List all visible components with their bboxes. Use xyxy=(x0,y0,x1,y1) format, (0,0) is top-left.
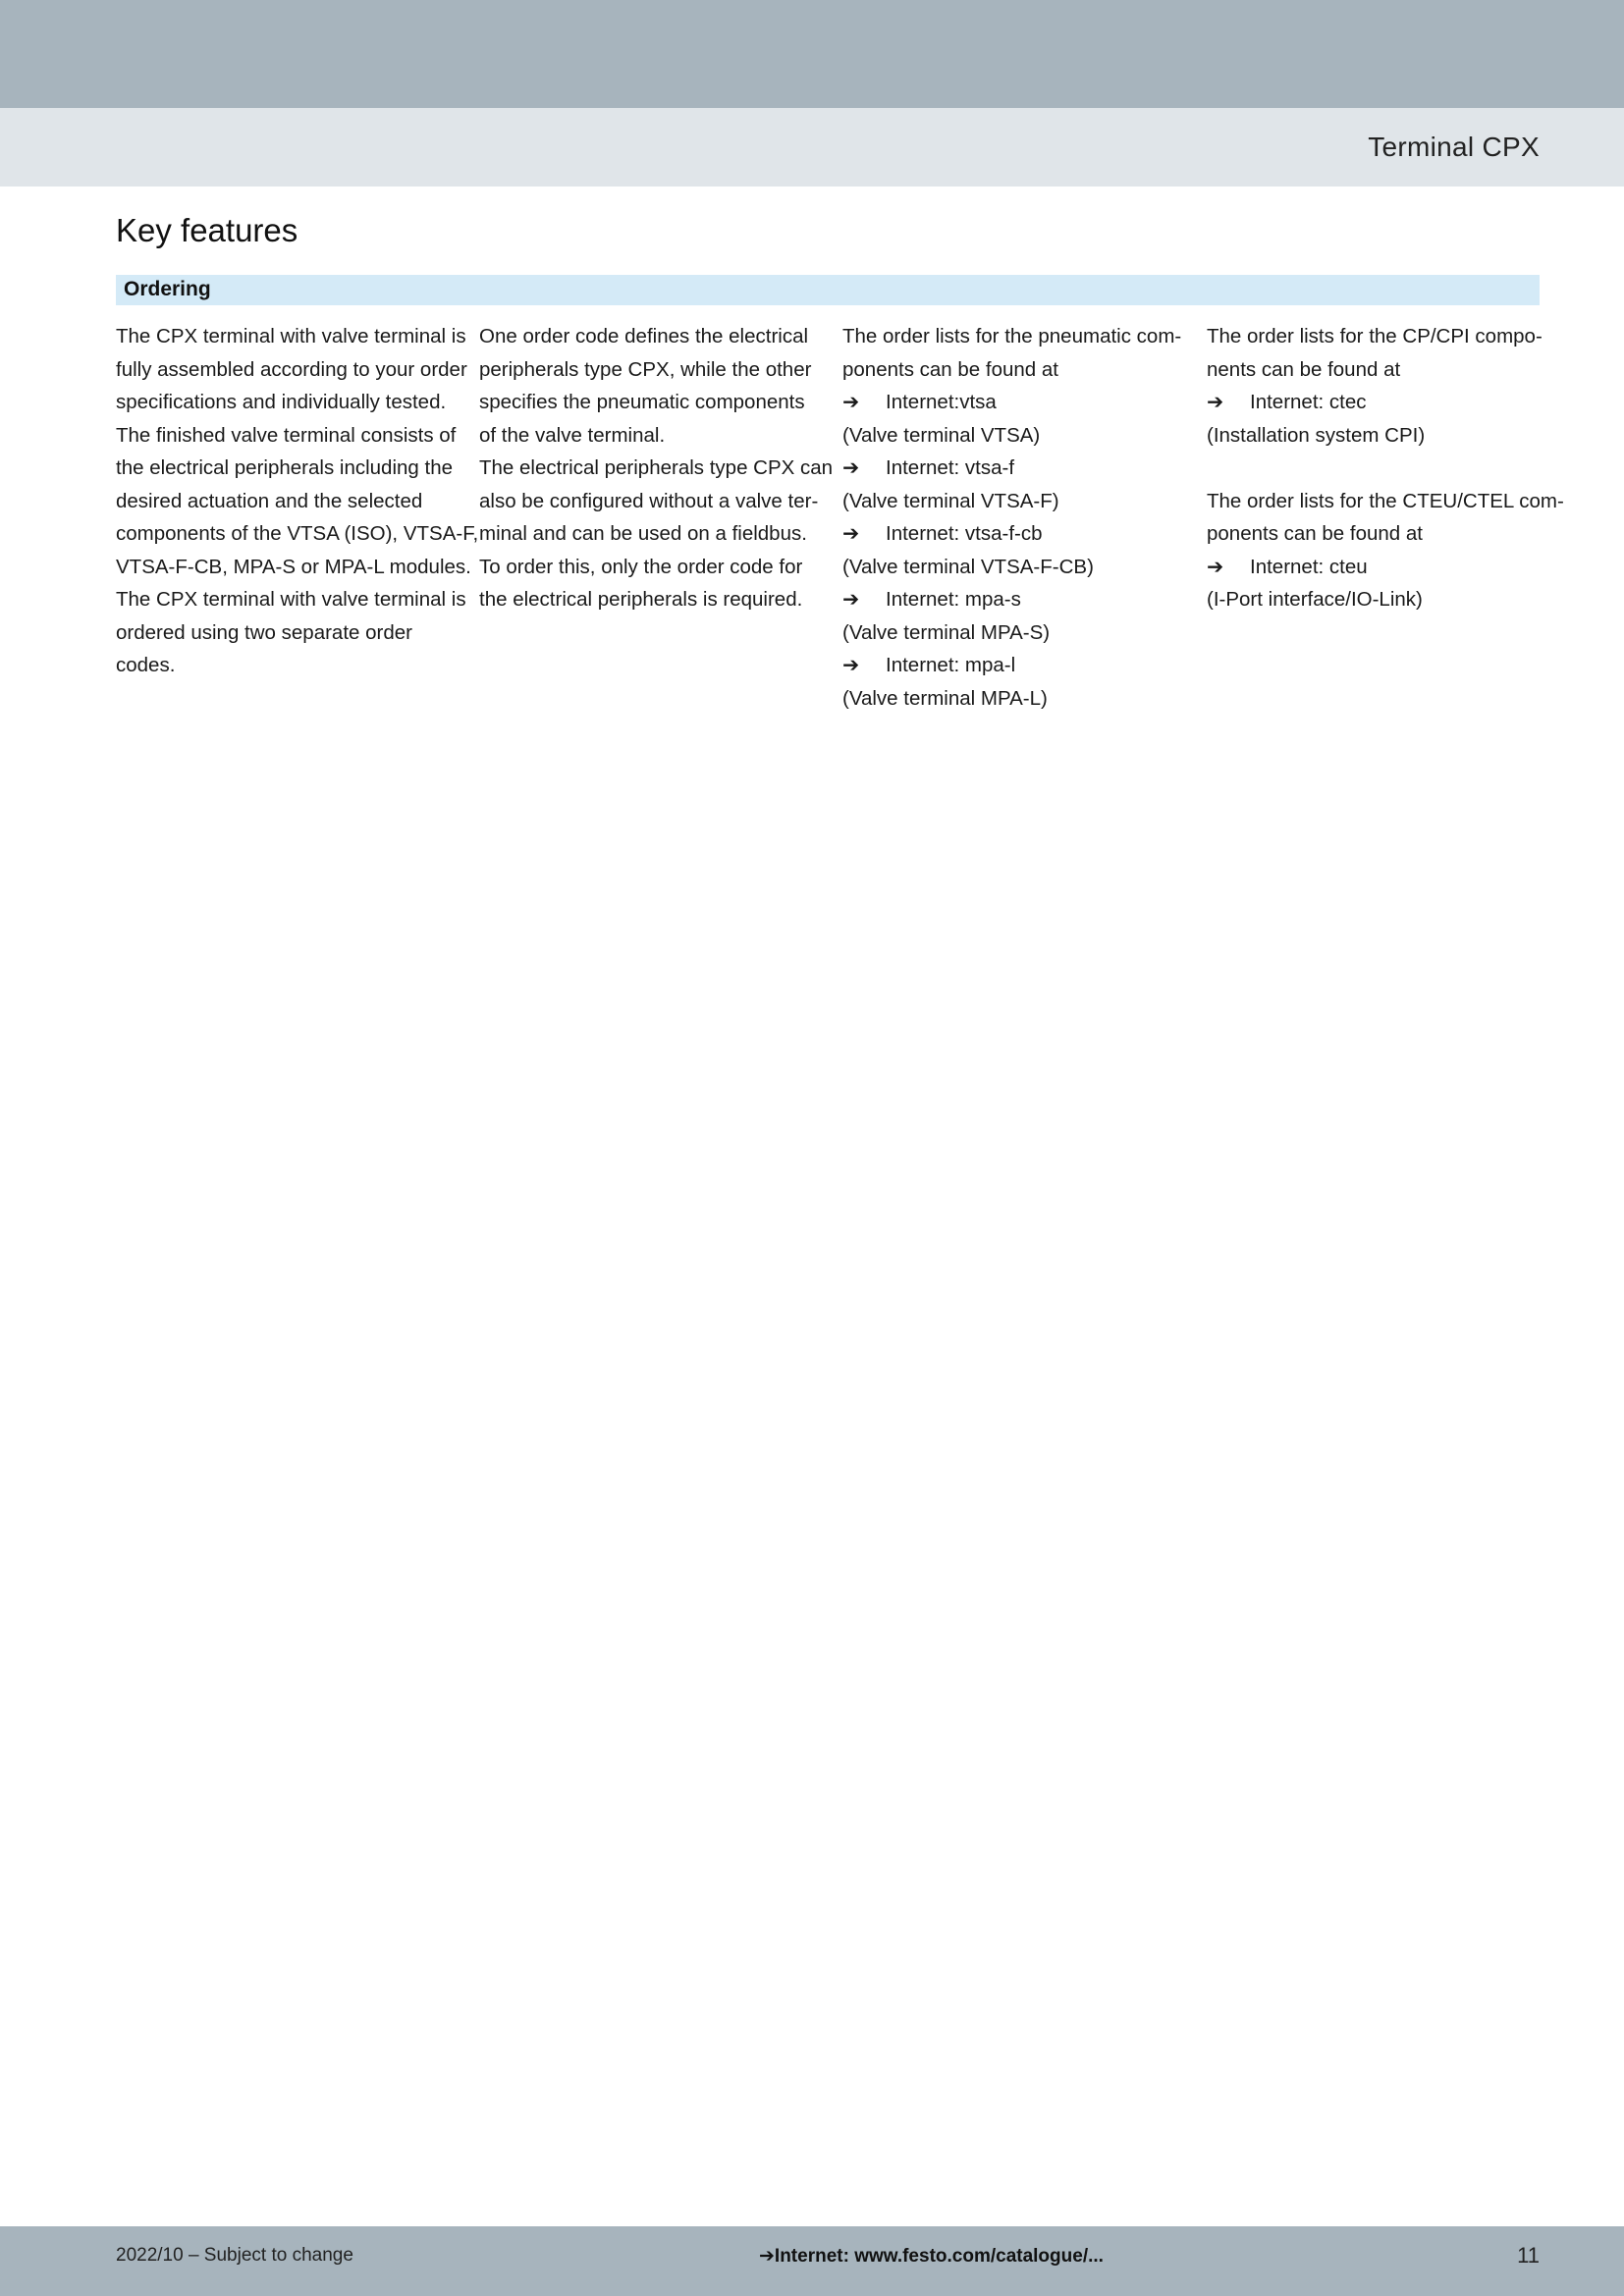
link-text[interactable]: Internet: ctec xyxy=(1250,391,1367,413)
column-3 xyxy=(842,320,1180,715)
link-mpa-s[interactable] xyxy=(842,583,1180,616)
link-vtsa[interactable] xyxy=(842,386,1180,419)
link-description: (Valve terminal MPA-L) xyxy=(842,686,1048,710)
text-line: The order lists for the pneumatic com- xyxy=(842,325,1182,347)
text-line: the electrical peripherals is required. xyxy=(479,588,803,611)
text-line: ponents can be found at xyxy=(842,357,1058,381)
ordering-heading-bar xyxy=(116,275,1540,305)
text-line: the electrical peripherals including the xyxy=(116,456,454,479)
ordering-heading: Ordering xyxy=(124,278,211,300)
footer-catalogue-link[interactable]: ➔Internet: www.festo.com/catalogue/... xyxy=(759,2246,1104,2267)
link-ctec[interactable] xyxy=(1207,386,1544,419)
text-line: One order code defines the electrical xyxy=(479,325,809,347)
text-line: specifications and individually tested. xyxy=(116,391,447,413)
link-text[interactable]: Internet: mpa-s xyxy=(886,588,1021,611)
footer-date-note: 2022/10 – Subject to change xyxy=(116,2245,353,2266)
column-1 xyxy=(116,320,479,682)
text-line: nents can be found at xyxy=(1207,357,1401,381)
text-line: The order lists for the CP/CPI compo- xyxy=(1207,325,1543,347)
text-line: specifies the pneumatic components xyxy=(479,391,805,413)
text-line: The finished valve terminal consists of xyxy=(116,423,457,447)
column-2 xyxy=(479,320,834,616)
arrow-right-icon: ➔ xyxy=(1207,391,1224,413)
arrow-right-icon: ➔ xyxy=(842,391,860,413)
section-title: Key features xyxy=(116,212,298,248)
link-description: (Valve terminal VTSA) xyxy=(842,423,1041,447)
text-line: of the valve terminal. xyxy=(479,423,666,447)
link-vtsa-f-cb[interactable] xyxy=(842,517,1180,551)
text-line: The electrical peripherals type CPX can xyxy=(479,456,834,479)
link-description: (Valve terminal VTSA-F) xyxy=(842,489,1059,512)
link-text[interactable]: Internet:vtsa xyxy=(886,391,997,413)
link-description: (I-Port interface/IO-Link) xyxy=(1207,588,1423,611)
text-line: The CPX terminal with valve terminal is xyxy=(116,588,466,611)
arrow-right-icon: ➔ xyxy=(842,654,860,676)
text-line: also be configured without a valve ter- xyxy=(479,489,819,512)
link-text[interactable]: Internet: mpa-l xyxy=(886,654,1016,676)
link-cteu[interactable] xyxy=(1207,551,1544,584)
link-mpa-l[interactable] xyxy=(842,649,1180,682)
page-number: 11 xyxy=(1517,2243,1540,2268)
text-line: codes. xyxy=(116,654,176,676)
column-4 xyxy=(1207,320,1564,616)
text-line: ponents can be found at xyxy=(1207,522,1423,545)
link-description: (Valve terminal VTSA-F-CB) xyxy=(842,555,1094,578)
text-line: VTSA-F-CB, MPA-S or MPA-L modules. xyxy=(116,555,471,578)
arrow-right-icon: ➔ xyxy=(1207,555,1224,578)
text-line: desired actuation and the selected xyxy=(116,489,423,512)
header-title: Terminal CPX xyxy=(1368,132,1540,162)
arrow-right-icon: ➔ xyxy=(842,522,860,545)
text-line: minal and can be used on a fieldbus. xyxy=(479,522,807,545)
link-vtsa-f[interactable] xyxy=(842,452,1180,485)
arrow-right-icon: ➔ xyxy=(842,588,860,611)
text-line: The order lists for the CTEU/CTEL com- xyxy=(1207,489,1564,512)
text-line: peripherals type CPX, while the other xyxy=(479,357,812,381)
text-line: components of the VTSA (ISO), VTSA-F, xyxy=(116,522,479,545)
link-description: (Installation system CPI) xyxy=(1207,423,1426,447)
link-text[interactable]: Internet: vtsa-f-cb xyxy=(886,522,1043,545)
text-line: ordered using two separate order xyxy=(116,620,412,644)
text-line: To order this, only the order code for xyxy=(479,555,803,578)
text-line: The CPX terminal with valve terminal is xyxy=(116,325,466,347)
link-text[interactable]: Internet: cteu xyxy=(1250,555,1368,578)
spacer xyxy=(1207,452,1544,485)
text-line: fully assembled according to your order xyxy=(116,357,467,381)
link-description: (Valve terminal MPA-S) xyxy=(842,620,1051,644)
arrow-right-icon: ➔ xyxy=(842,456,860,479)
link-text[interactable]: Internet: vtsa-f xyxy=(886,456,1015,479)
top-color-band xyxy=(0,0,1624,108)
